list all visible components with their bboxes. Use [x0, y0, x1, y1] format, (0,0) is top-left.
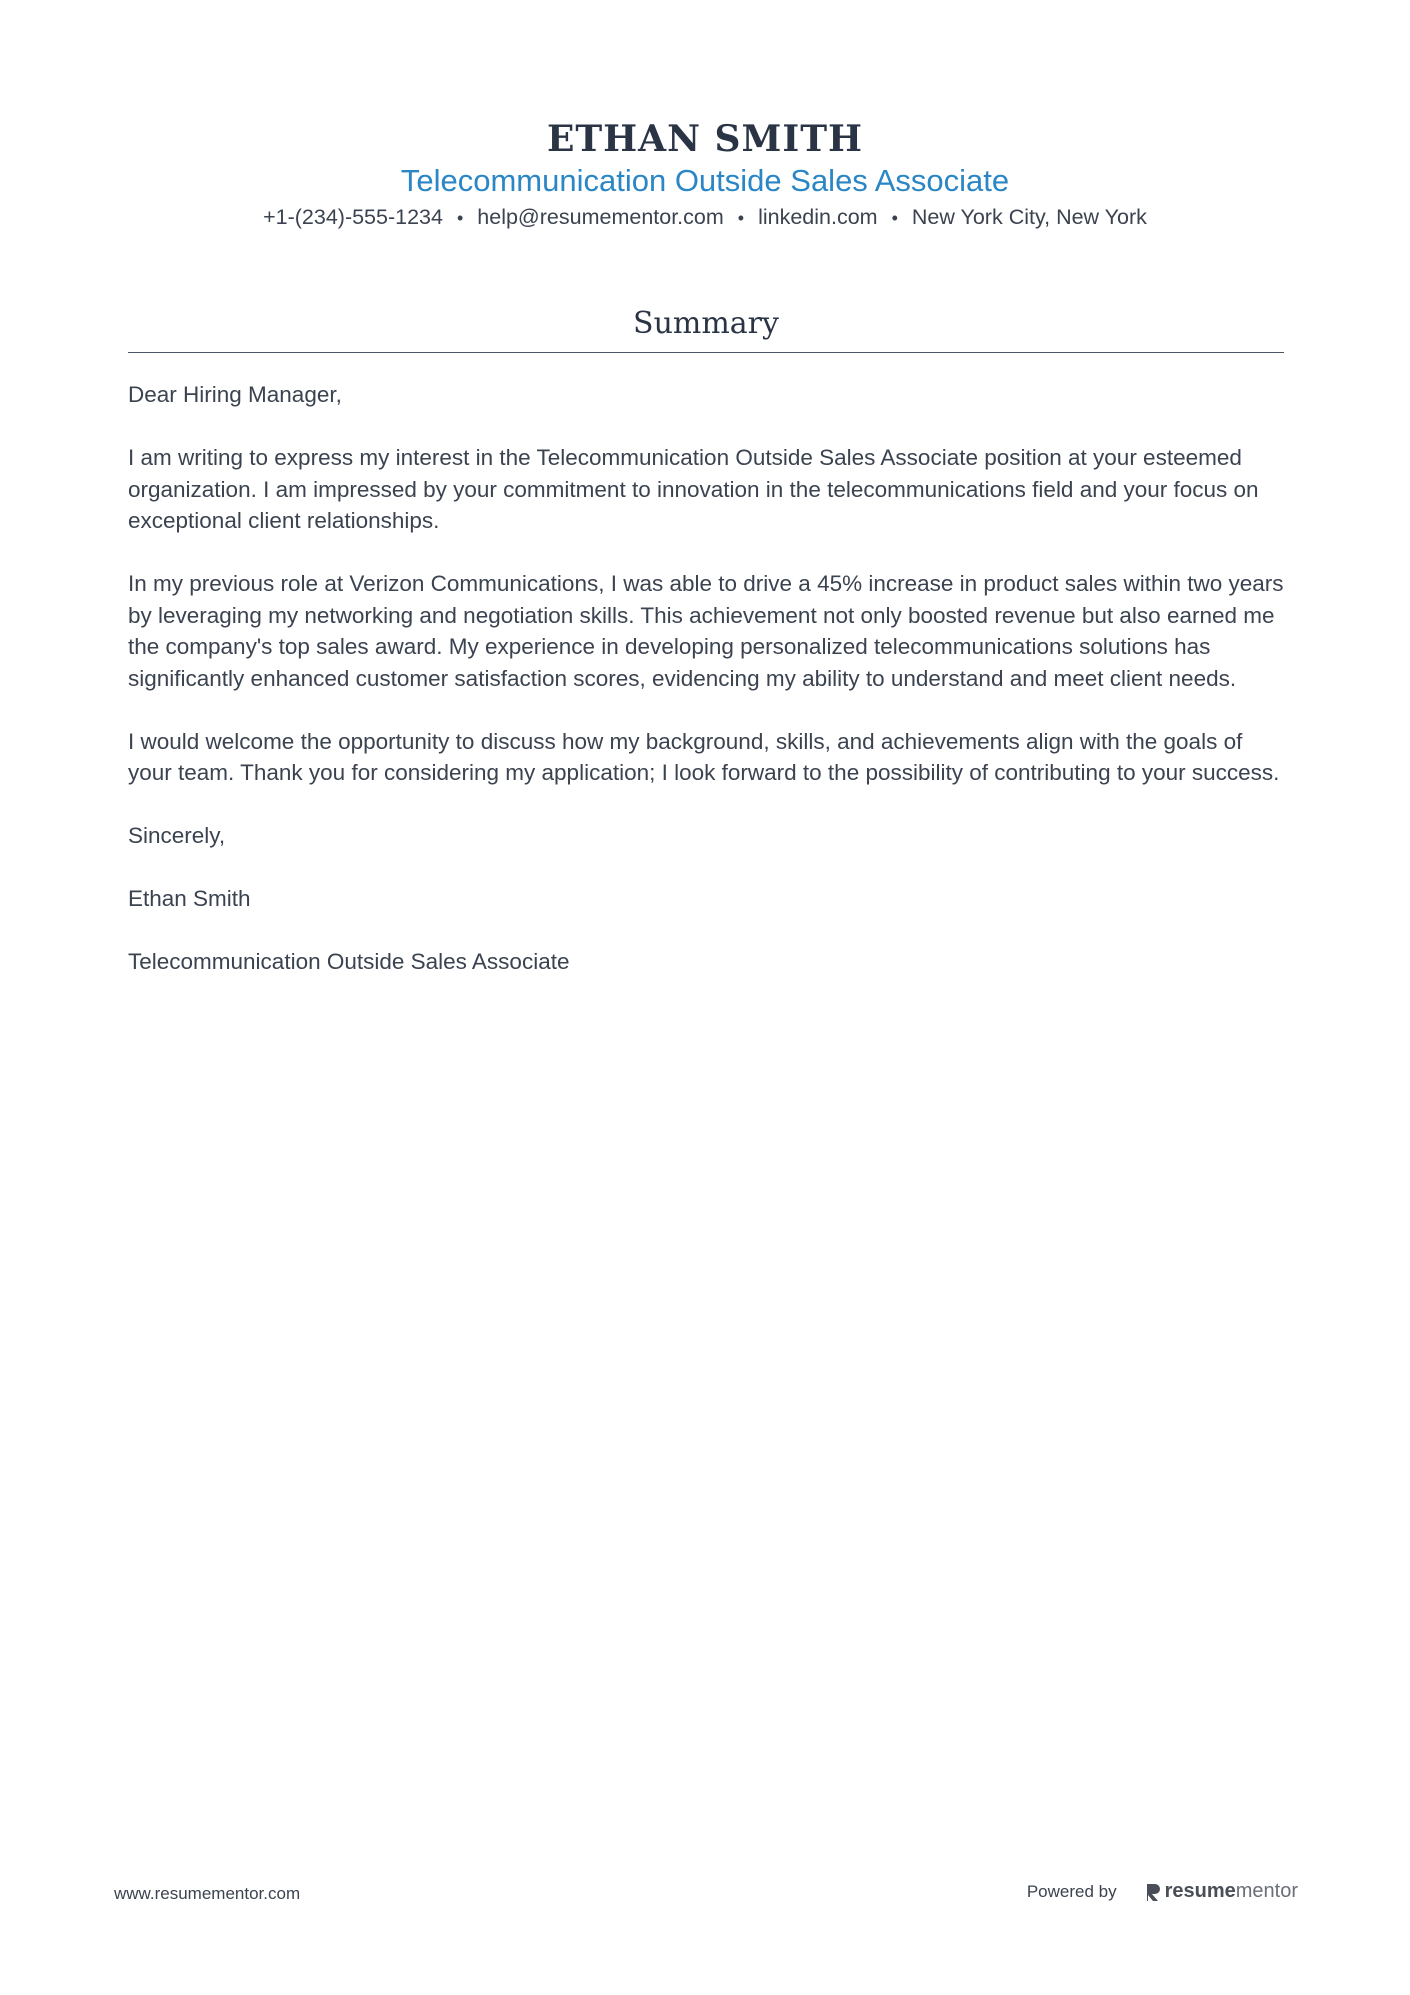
header [0, 116, 1410, 233]
candidate-name: ETHAN SMITH [546, 118, 864, 160]
contact-line [0, 202, 1410, 233]
letter-greeting: Dear Hiring Manager, [128, 382, 342, 407]
contact-phone: +1-(234)-555-1234 [263, 205, 443, 229]
footer-powered-by [1027, 1880, 1298, 1903]
logo-text-light: mentor [1235, 1880, 1298, 1902]
contact-separator: • [456, 208, 464, 228]
contact-location: New York City, New York [911, 205, 1147, 229]
footer-website[interactable]: www.resumementor.com [114, 1884, 301, 1903]
logo-text-bold: resume [1164, 1880, 1236, 1902]
letter-paragraph: I would welcome the opportunity to discuss how my background, skills, and achievements align with the goals of your team. Thank you for considering my application; I look forward to the possibility of contributing to your success. [128, 728, 1280, 785]
section-title: Summary [128, 302, 1284, 353]
letter-body [128, 379, 1284, 978]
signature-title: Telecommunication Outside Sales Associate [128, 949, 570, 974]
letter-paragraph: In my previous role at Verizon Communications, I was able to drive a 45% increase in product sales within two years by leveraging my networking and negotiation skills. This achievement not only boosted revenue but also earned me the company's top sales award. My experience in developing personalized telecommunications solutions has significantly enhanced customer satisfaction scores, evidencing my ability to understand and meet client needs. [128, 571, 1284, 691]
resumementor-logo[interactable] [1145, 1880, 1298, 1903]
resumementor-logo-icon [1145, 1882, 1161, 1902]
letter-closing: Sincerely, [128, 823, 226, 848]
signature-name: Ethan Smith [128, 886, 251, 911]
contact-email[interactable]: help@resumementor.com [477, 205, 724, 229]
job-title: Telecommunication Outside Sales Associate [400, 163, 1010, 198]
summary-section [128, 302, 1284, 1009]
contact-separator: • [891, 208, 898, 228]
contact-website[interactable]: linkedin.com [758, 205, 878, 229]
contact-separator: • [737, 208, 745, 228]
letter-paragraph: I am writing to express my interest in the Telecommunication Outside Sales Associate position at your esteemed organization. I am impressed by your commitment to innovation in the telecommunications field and your focus on exceptional client relationships. [128, 445, 1259, 533]
powered-by-label: Powered by [1026, 1881, 1117, 1901]
